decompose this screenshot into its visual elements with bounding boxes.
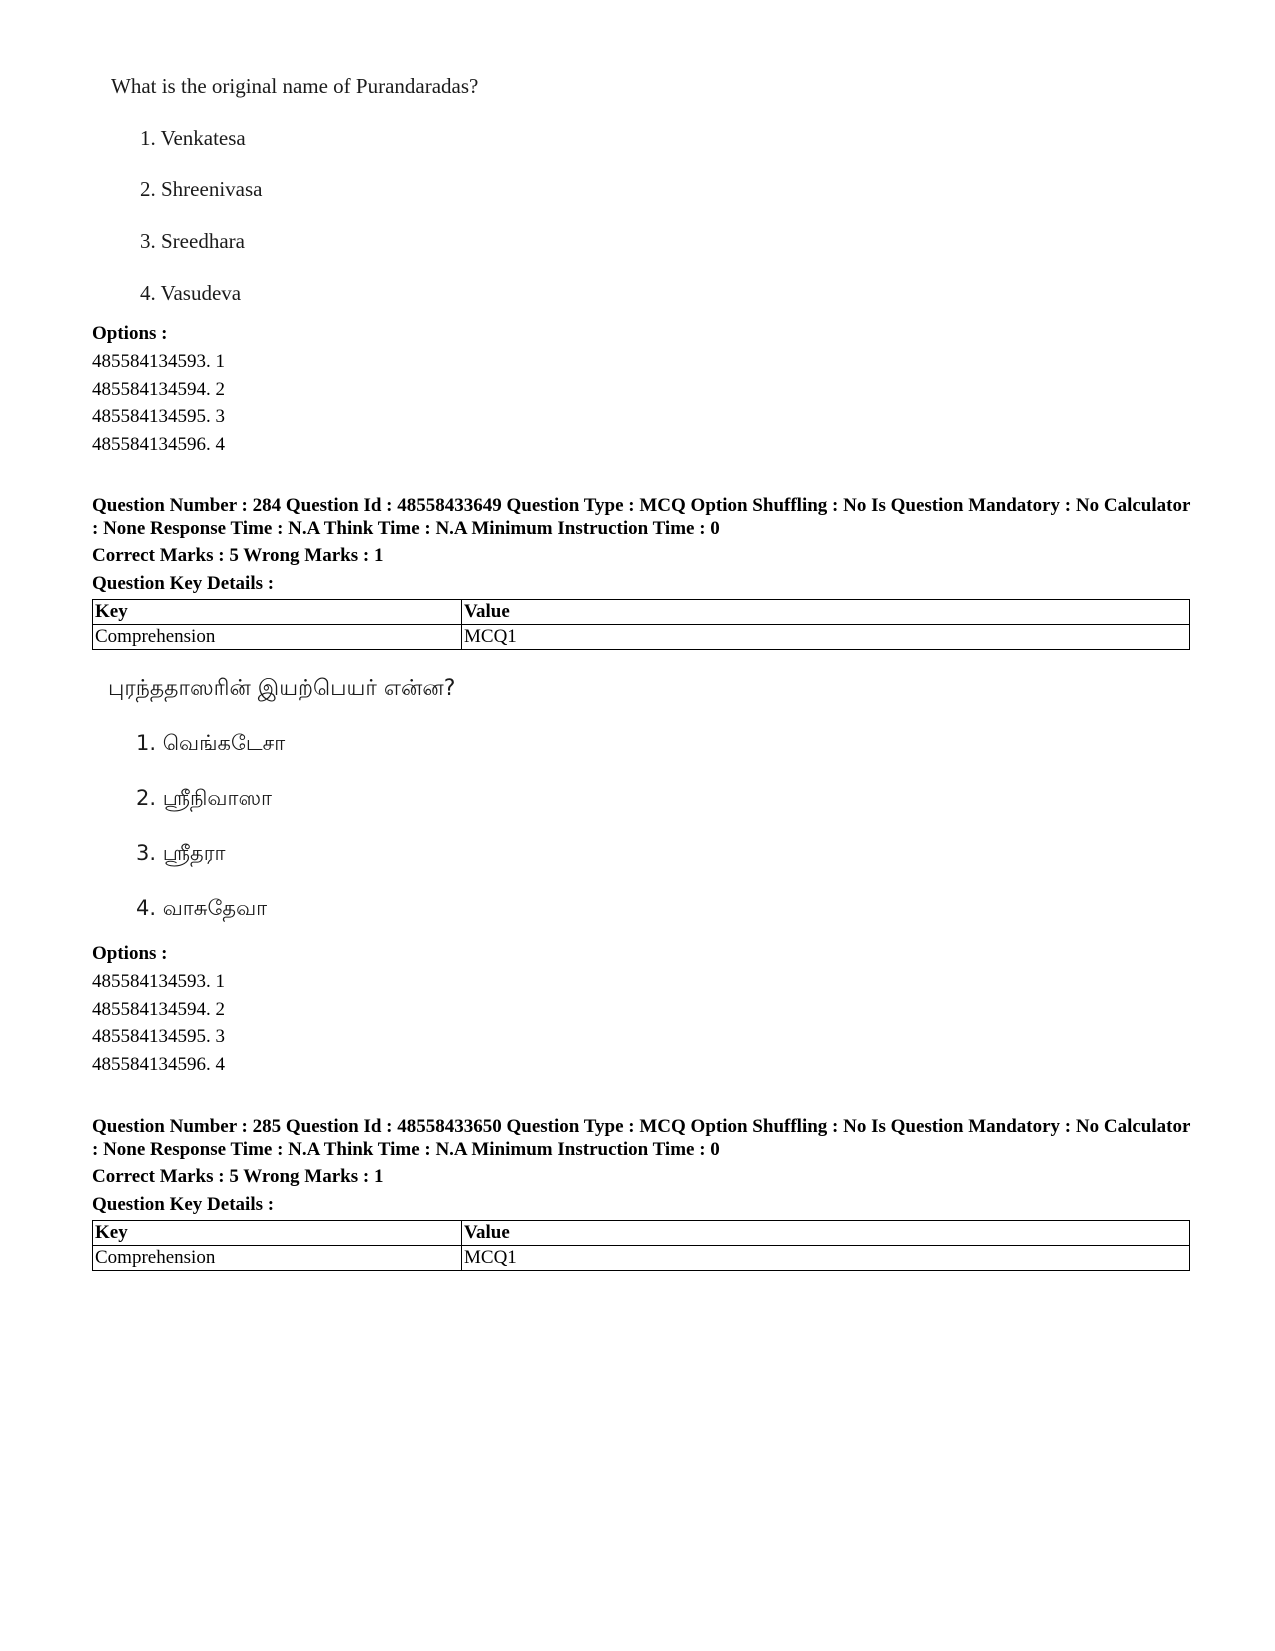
choice-item: 1. வெங்கடேசா [136, 731, 286, 755]
marks-line: Correct Marks : 5 Wrong Marks : 1 [92, 545, 384, 566]
marks-line: Correct Marks : 5 Wrong Marks : 1 [92, 1166, 384, 1187]
question-stem-english: What is the original name of Purandaradas? [111, 74, 479, 98]
value-cell: MCQ1 [462, 1246, 1190, 1271]
option-id-line: 485584134594. 2 [92, 999, 225, 1020]
options-label: Options : [92, 943, 168, 964]
choice-item: 1. Venkatesa [140, 126, 246, 150]
key-header: Key [93, 1221, 462, 1246]
key-cell: Comprehension [93, 1246, 462, 1271]
option-id-line: 485584134595. 3 [92, 406, 225, 427]
choice-item: 4. வாசுதேவா [136, 896, 268, 920]
table-row [93, 1246, 1190, 1271]
option-id-line: 485584134593. 1 [92, 971, 225, 992]
value-header: Value [462, 600, 1190, 625]
question-stem-tamil: புரந்ததாஸரின் இயற்பெயர் என்ன? [108, 676, 456, 701]
choice-item: 2. ஸ்ரீநிவாஸா [136, 786, 273, 810]
choice-item: 3. Sreedhara [140, 229, 245, 253]
option-id-line: 485584134595. 3 [92, 1026, 225, 1047]
table-header-row [93, 600, 1190, 625]
table-header-row [93, 1221, 1190, 1246]
key-cell: Comprehension [93, 625, 462, 650]
choice-item: 3. ஸ்ரீதரா [136, 841, 226, 865]
option-id-line: 485584134593. 1 [92, 351, 225, 372]
value-cell: MCQ1 [462, 625, 1190, 650]
key-header: Key [93, 600, 462, 625]
option-id-line: 485584134594. 2 [92, 379, 225, 400]
choice-item: 4. Vasudeva [140, 281, 242, 305]
key-details-label: Question Key Details : [92, 1194, 275, 1215]
option-id-line: 485584134596. 4 [92, 1054, 225, 1075]
choice-item: 2. Shreenivasa [140, 177, 263, 201]
key-details-table [92, 1220, 1190, 1271]
question-meta: Question Number : 284 Question Id : 48558433649 Question Type : MCQ Option Shuffling : No Is Question Mandatory : No Calculator : None Response Time : N.A Think Time : N.A Minimum Instruction Time : 0 [92, 495, 1191, 539]
value-header: Value [462, 1221, 1190, 1246]
key-details-label: Question Key Details : [92, 573, 275, 594]
key-details-table [92, 599, 1190, 650]
question-meta: Question Number : 285 Question Id : 48558433650 Question Type : MCQ Option Shuffling : No Is Question Mandatory : No Calculator : None Response Time : N.A Think Time : N.A Minimum Instruction Time : 0 [92, 1116, 1191, 1160]
table-row [93, 625, 1190, 650]
options-label: Options : [92, 323, 168, 344]
option-id-line: 485584134596. 4 [92, 434, 225, 455]
